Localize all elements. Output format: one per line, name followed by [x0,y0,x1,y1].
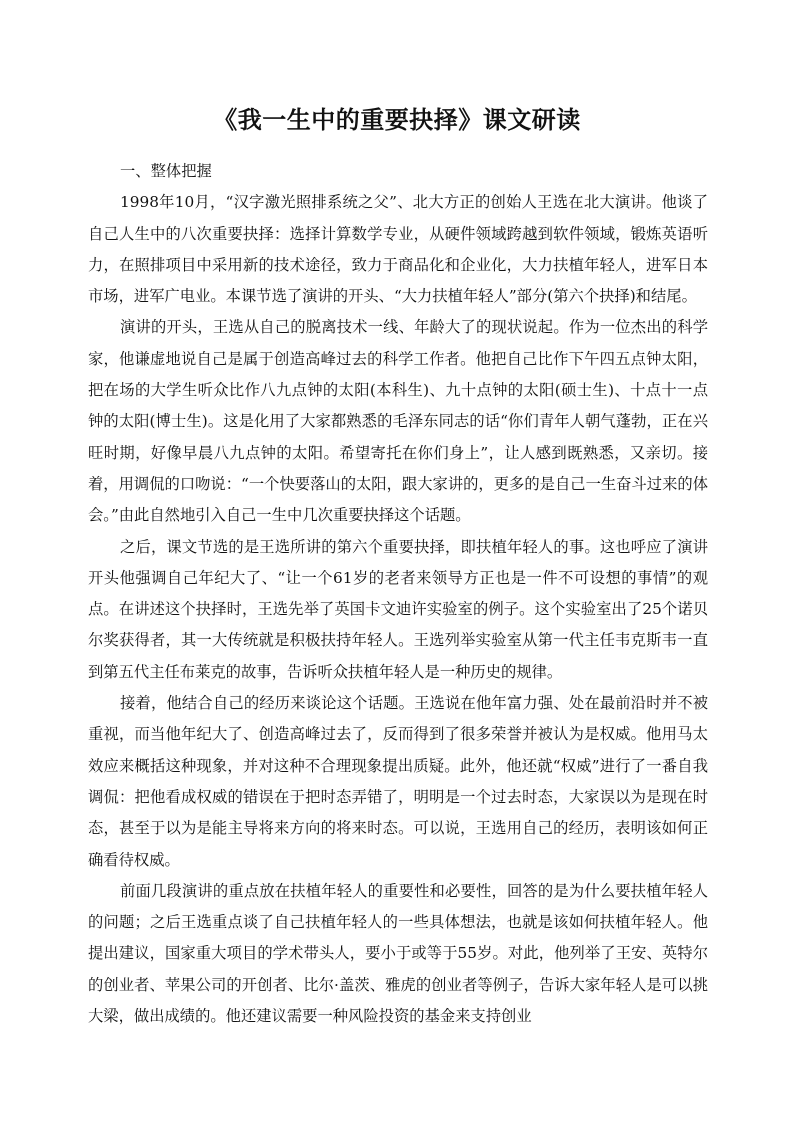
section-heading: 一、整体把握 [120,162,212,180]
paragraph-1: 1998年10月，“汉字激光照排系统之父”、北大方正的创始人王选在北大演讲。他谈了自己人生中的八次重要抉择：选择计算数学专业，从硬件领域跨越到软件领域，锻炼英语听力，在照排项目中采用新的技术途径，致力于商品化和企业化，大力扶植年轻人，进军日本市场，进军广电业。本课节选了演讲的开头、“大力扶植年轻人”部分(第六个抉择)和结尾。 [88,193,708,306]
paragraph-3: 之后，课文节选的是王选所讲的第六个重要抉择，即扶植年轻人的事。这也呼应了演讲开头他强调自己年纪大了、“让一个61岁的老者来领导方正也是一件不可设想的事情”的观点。在讲述这个抉择时，王选先举了英国卡文迪许实验室的例子。这个实验室出了25个诺贝尔奖获得者，其一大传统就是积极扶持年轻人。王选列举实验室从第一代主任韦克斯韦一直到第五代主任布莱克的故事，告诉听众扶植年轻人是一种历史的规律。 [88,537,708,681]
paragraph-5: 前面几段演讲的重点放在扶植年轻人的重要性和必要性，回答的是为什么要扶植年轻人的问题；之后王选重点谈了自己扶植年轻人的一些具体想法，也就是该如何扶植年轻人。他提出建议，国家重大项目的学术带头人，要小于或等于55岁。对此，他列举了王安、英特尔的创业者、苹果公司的开创者、比尔·盖茨、雅虎的创业者等例子，告诉大家年轻人是可以挑大梁，做出成绩的。他还建议需要一种风险投资的基金来支持创业 [88,881,708,1026]
document-body [88,156,708,1032]
paragraph-4: 接着，他结合自己的经历来谈论这个话题。王选说在他年富力强、处在最前沿时并不被重视，而当他年纪大了、创造高峰过去了，反而得到了很多荣誉并被认为是权威。他用马太效应来概括这种现象，并对这种不合理现象提出质疑。此外，他还就“权威”进行了一番自我调侃：把他看成权威的错误在于把时态弄错了，明明是一个过去时态，大家误以为是现在时态，甚至于以为是能主导将来方向的将来时态。可以说，王选用自己的经历，表明该如何正确看待权威。 [88,694,708,869]
document-title: 《我一生中的重要抉择》课文研读 [213,106,581,134]
paragraph-2: 演讲的开头，王选从自己的脱离技术一线、年龄大了的现状说起。作为一位杰出的科学家，他谦虚地说自己是属于创造高峰过去的科学工作者。他把自己比作下午四五点钟太阳，把在场的大学生听众比作八九点钟的太阳(本科生)、九十点钟的太阳(硕士生)、十点十一点钟的太阳(博士生)。这是化用了大家都熟悉的毛泽东同志的话“你们青年人朝气蓬勃，正在兴旺时期，好像早晨八九点钟的太阳。希望寄托在你们身上”，让人感到既熟悉，又亲切。接着，用调侃的口吻说：“一个快要落山的太阳，跟大家讲的，更多的是自己一生奋斗过来的体会。”由此自然地引入自己一生中几次重要抉择这个话题。 [88,318,708,525]
